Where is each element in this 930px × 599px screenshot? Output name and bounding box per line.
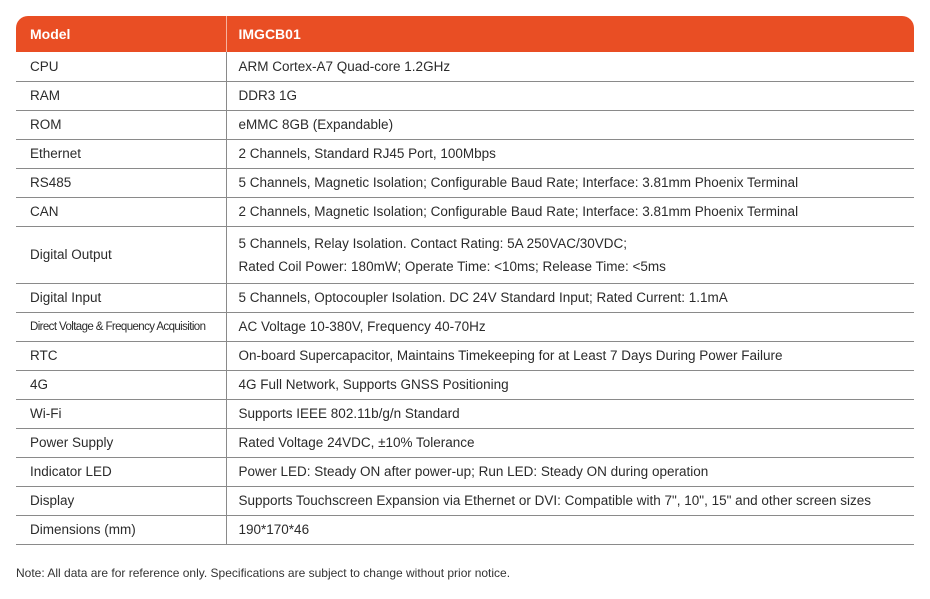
spec-value-line: On-board Supercapacitor, Maintains Timekeeping for at Least 7 Days During Power Failure (238, 348, 783, 363)
table-row (16, 283, 914, 312)
spec-value-line: 2 Channels, Magnetic Isolation; Configurable Baud Rate; Interface: 3.81mm Phoenix Terminal (238, 204, 799, 219)
header-model-value: IMGCB01 (226, 16, 914, 52)
spec-value-line: 190*170*46 (238, 522, 310, 537)
table-row (16, 81, 914, 110)
spec-label: RAM (16, 81, 226, 110)
spec-table (16, 16, 914, 545)
spec-label: Dimensions (mm) (16, 515, 226, 544)
spec-value-line: 5 Channels, Relay Isolation. Contact Rating: 5A 250VAC/30VDC; (238, 235, 627, 251)
table-row (16, 515, 914, 544)
table-row (16, 428, 914, 457)
spec-value (226, 197, 914, 226)
spec-label: Ethernet (16, 139, 226, 168)
spec-value-line: Rated Voltage 24VDC, ±10% Tolerance (238, 435, 475, 450)
spec-value-line: Power LED: Steady ON after power-up; Run LED: Steady ON during operation (238, 464, 709, 479)
spec-label: Wi-Fi (16, 399, 226, 428)
spec-value (226, 486, 914, 515)
spec-value (226, 515, 914, 544)
table-row (16, 52, 914, 81)
spec-value-line: eMMC 8GB (Expandable) (238, 117, 394, 132)
spec-value-line: AC Voltage 10-380V, Frequency 40-70Hz (238, 319, 486, 334)
spec-value-line: 4G Full Network, Supports GNSS Positioning (238, 377, 509, 392)
spec-value (226, 399, 914, 428)
spec-value (226, 341, 914, 370)
header-label: Model (16, 16, 226, 52)
table-row (16, 341, 914, 370)
spec-value-line: Rated Coil Power: 180mW; Operate Time: <10ms; Release Time: <5ms (238, 258, 666, 274)
spec-label: Direct Voltage & Frequency Acquisition (16, 312, 226, 341)
table-row (16, 312, 914, 341)
spec-value-line: DDR3 1G (238, 88, 298, 103)
spec-value-line: 2 Channels, Standard RJ45 Port, 100Mbps (238, 146, 496, 161)
table-row (16, 168, 914, 197)
spec-label: ROM (16, 110, 226, 139)
table-row (16, 457, 914, 486)
spec-table-body (16, 52, 914, 544)
table-row (16, 370, 914, 399)
spec-value (226, 81, 914, 110)
spec-value-line: Supports Touchscreen Expansion via Ethernet or DVI: Compatible with 7", 10", 15" and other screen sizes (238, 493, 871, 508)
spec-label: Indicator LED (16, 457, 226, 486)
spec-label: Power Supply (16, 428, 226, 457)
table-row (16, 226, 914, 283)
table-row (16, 486, 914, 515)
spec-value (226, 110, 914, 139)
spec-value-line: 5 Channels, Magnetic Isolation; Configurable Baud Rate; Interface: 3.81mm Phoenix Terminal (238, 175, 799, 190)
spec-label: 4G (16, 370, 226, 399)
table-row (16, 197, 914, 226)
spec-value (226, 312, 914, 341)
table-row (16, 399, 914, 428)
spec-value-line: 5 Channels, Optocoupler Isolation. DC 24V Standard Input; Rated Current: 1.1mA (238, 290, 728, 305)
spec-label: CAN (16, 197, 226, 226)
spec-label: Display (16, 486, 226, 515)
spec-value (226, 370, 914, 399)
spec-value (226, 428, 914, 457)
spec-value-line: ARM Cortex-A7 Quad-core 1.2GHz (238, 58, 451, 74)
spec-label: Digital Output (16, 226, 226, 283)
spec-label: RTC (16, 341, 226, 370)
spec-value (226, 283, 914, 312)
spec-label: RS485 (16, 168, 226, 197)
spec-value (226, 457, 914, 486)
footnote: Note: All data are for reference only. Specifications are subject to change without prior notice. (16, 566, 511, 580)
spec-value (226, 52, 914, 81)
spec-value (226, 168, 914, 197)
spec-value (226, 139, 914, 168)
spec-value (226, 226, 914, 283)
spec-label: CPU (16, 52, 226, 81)
spec-label: Digital Input (16, 283, 226, 312)
table-row (16, 110, 914, 139)
table-row (16, 139, 914, 168)
table-header-row (16, 16, 914, 52)
spec-value-line: Supports IEEE 802.11b/g/n Standard (238, 406, 460, 421)
